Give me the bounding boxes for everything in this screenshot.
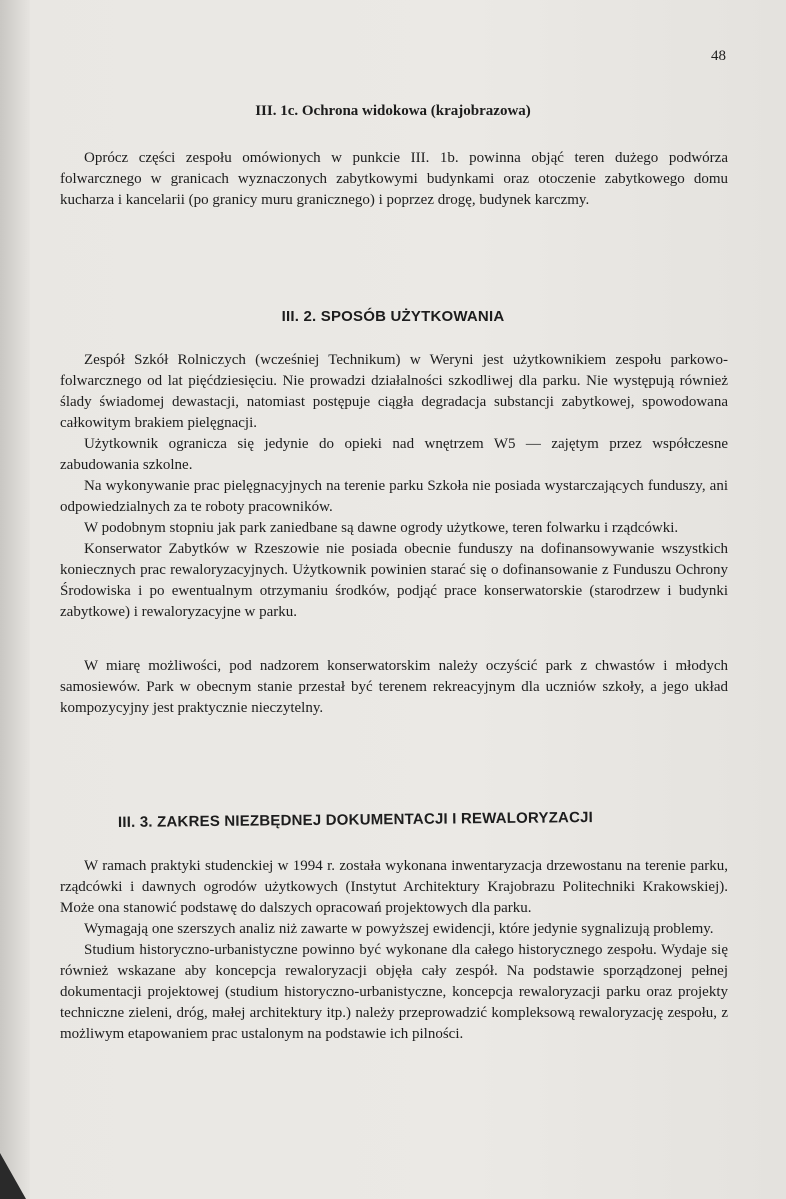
- section-2-body: [60, 350, 728, 623]
- heading-section-1c: III. 1c. Ochrona widokowa (krajobrazowa): [255, 103, 531, 119]
- paragraph: Wymagają one szerszych analiz niż zawarte w powyższej ewidencji, które jedynie sygnalizują problemy.: [84, 921, 714, 937]
- section-3-body: [60, 856, 728, 1045]
- paragraph: W miarę możliwości, pod nadzorem konserwatorskim należy oczyścić park z chwastów i młodych samosiewów. Park w obecnym stanie przestał być terenem rekreacyjnym dla uczniów szkoły, a jego układ kompozycyjny jest praktycznie nieczytelny.: [60, 658, 728, 716]
- section-1c-body: [60, 148, 728, 211]
- paragraph: W podobnym stopniu jak park zaniedbane są dawne ogrody użytkowe, teren folwarku i rządcówki.: [84, 520, 679, 536]
- heading-section-3: III. 3. ZAKRES NIEZBĘDNEJ DOKUMENTACJI I REWALORYZACJI: [117, 809, 594, 831]
- paragraph: Na wykonywanie prac pielęgnacyjnych na terenie parku Szkoła nie posiada wystarczających funduszy, ani odpowiedzialnych za te roboty pracowników.: [60, 478, 728, 515]
- page-number: 48: [711, 48, 726, 64]
- heading-section-2: III. 2. SPOSÓB UŻYTKOWANIA: [281, 308, 505, 325]
- paragraph: W ramach praktyki studenckiej w 1994 r. została wykonana inwentaryzacja drzewostanu na terenie parku, rządcówki i dawnych ogrodów użytkowych (Instytut Architektury Krajobrazu Politechniki Krakowskiej). Może ona stanowić podstawę do dalszych opracowań projektowych dla parku.: [60, 858, 728, 916]
- paragraph: Zespół Szkół Rolniczych (wcześniej Technikum) w Weryni jest użytkownikiem zespołu parkowo-folwarcznego od lat pięćdziesięciu. Nie prowadzi działalności szkodliwej dla parku. Nie występują również ślady świadomej dewastacji, natomiast postępuje ciągła degradacja substancji zabytkowej, spowodowana całkowitym brakiem pielęgnacji.: [60, 352, 728, 431]
- paragraph: Studium historyczno-urbanistyczne powinno być wykonane dla całego historycznego zespołu. Wydaje się również wskazane aby koncepcja rewaloryzacji objęła cały zespół. Na podstawie sporządzonej pełnej dokumentacji projektowej (studium historyczno-urbanistyczne, koncepcja rewaloryzacji parku oraz projekty techniczne zieleni, dróg, małej architektury itp.) należy przeprowadzić kompleksową rewaloryzację zespołu, z możliwym etapowaniem prac ustalonym na podstawie ich pilności.: [60, 942, 728, 1042]
- book-spine-shadow: [0, 0, 30, 1199]
- paragraph: Konserwator Zabytków w Rzeszowie nie posiada obecnie funduszy na dofinansowywanie wszystkich koniecznych prac rewaloryzacyjnych. Użytkownik powinien starać się o dofinansowanie z Funduszu Ochrony Środowiska i po ewentualnym otrzymaniu środków, podjąć prace konserwatorskie (starodrzew i budynki zabytkowe) i rewaloryzacyjne w parku.: [60, 541, 728, 620]
- paragraph: Użytkownik ogranicza się jedynie do opieki nad wnętrzem W5 — zajętym przez współczesne zabudowania szkolne.: [60, 436, 728, 473]
- dark-corner: [0, 1153, 26, 1199]
- section-2-body-continued: [60, 656, 728, 719]
- paragraph: Oprócz części zespołu omówionych w punkcie III. 1b. powinna objąć teren dużego podwórza folwarcznego w granicach wyznaczonych zabytkowymi budynkami oraz otoczenie zabytkowego domu kucharza i kancelarii (po granicy muru granicznego) i poprzez drogę, budynek karczmy.: [60, 150, 728, 208]
